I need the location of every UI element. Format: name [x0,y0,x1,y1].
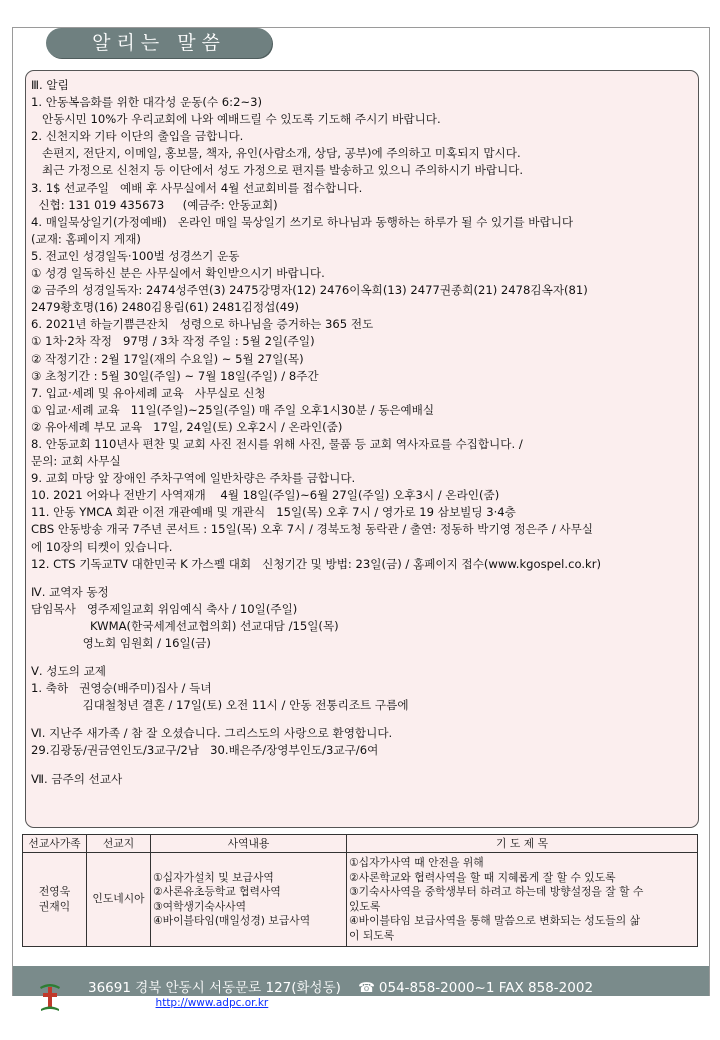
section-heading-staff: Ⅳ. 교역자 동정 [31,584,109,599]
missionary-table [22,834,698,947]
prayer-item: 이 되도록 [349,928,395,942]
notice-line: 5. 전교인 성경일독·100벌 성경쓰기 운동 [31,248,240,263]
homepage-link[interactable]: http://www.adpc.or.kr [155,997,269,1009]
notice-line: (교재: 홈페이지 게재) [31,231,141,246]
table-row [23,853,698,947]
notice-line: ① 입교·세례 교육 11일(주일)~25일(주일) 매 주일 오후1시30분 / 동은예배실 [31,402,435,417]
section-heading-fellowship: Ⅴ. 성도의 교제 [31,664,106,679]
work-item: ①십자가설치 및 보급사역 [153,870,274,884]
prayer-item: ④바이블타임 보급사역을 통해 말씀으로 변화되는 성도들의 삶 [349,914,641,927]
notice-box [25,70,699,828]
prayer-item: 있도록 [349,899,381,913]
footer-contact [88,976,593,996]
notice-line: Ⅲ. 알림 [31,78,69,92]
notice-line: 3. 1$ 선교주일 예배 후 사무실에서 4월 선교회비를 접수합니다. [31,180,363,195]
notice-line: 10. 2021 어와나 전반기 사역재개 4월 18일(주일)~6월 27일(주일) 오후3시 / 온라인(줌) [31,488,500,503]
section-heading-missionary: Ⅶ. 금주의 선교사 [31,771,123,786]
staff-line: 영노회 임원회 / 16일(금) [31,636,211,650]
fellowship-line: 1. 축하 권영승(배주미)집사 / 득녀 [31,681,212,696]
cell-family [23,853,87,947]
fellowship-line: 김대철청년 결혼 / 17일(토) 오전 11시 / 안동 전통리조트 구름에 [31,698,409,713]
notice-line: 손편지, 전단지, 이메일, 홍보물, 책자, 유인(사람소개, 상담, 공부)에 주의하고 미혹되지 맙시다. [31,146,521,161]
notice-line: 신협: 131 019 435673 (예금주: 안동교회) [31,197,278,212]
work-item: ③여학생기숙사사역 [153,899,247,913]
work-item: ④바이블타임(매일성경) 보급사역 [153,914,311,927]
homepage-label: 홈페이지 주소 [88,997,153,1009]
new-family-line: 29.김광동/권금연인도/3교구/2남 30.배은주/장영부인도/3교구/6여 [31,743,379,758]
footer-address: 36691 경북 안동시 서동문로 127(화성동) [88,980,341,996]
notice-line: ② 유아세례 부모 교육 17일, 24일(토) 오후2시 / 온라인(줌) [31,419,343,434]
notice-line: 안동시민 10%가 우리교회에 나와 예배드릴 수 있도록 기도해 주시기 바랍니다. [31,112,441,127]
notice-line: 7. 입교·세례 및 유아세례 교육 사무실로 신청 [31,385,266,400]
notice-line: 9. 교회 마당 앞 장애인 주차구역에 일반차량은 주차를 금합니다. [31,471,356,486]
notice-line: 최근 가정으로 신천지 등 이단에서 성도 가정으로 편지를 발송하고 있으니 주의하시기 바랍니다. [31,163,524,178]
notice-line: 에 10장의 티켓이 있습니다. [31,539,173,554]
cell-prayer [347,853,698,947]
notice-line: ① 성경 일독하신 분은 사무실에서 확인받으시기 바랍니다. [31,266,325,281]
header-work: 사역내용 [151,835,347,853]
church-logo-icon [37,983,63,1013]
notice-line: 4. 매일묵상일기(가정예배) 온라인 매일 묵상일기 쓰기로 하나님과 동행하는 하루가 될 수 있기를 바랍니다 [31,214,574,229]
notice-line: 8. 안동교회 110년사 편찬 및 교회 사진 전시를 위해 사진, 물품 등 교회 역사자료를 수집합니다. / [31,436,523,451]
notice-line: 2479황호명(16) 2480김용림(61) 2481김정섭(49) [31,300,300,315]
notice-line: 12. CTS 기독교TV 대한민국 K 가스펠 대회 신청기간 및 방법: 23일(금) / 홈페이지 접수(www.kgospel.co.kr) [31,556,602,571]
header-prayer: 기 도 제 목 [347,835,698,853]
table-header-row [23,835,698,853]
notice-line: 11. 안동 YMCA 회관 이전 개관예배 및 개관식 15일(목) 오후 7시 / 영가로 19 삼보빌딩 3·4층 [31,505,516,520]
notice-line: ② 작정기간 : 2월 17일(재의 수요일) ~ 5월 27일(목) [31,351,304,366]
staff-line: 담임목사 영주제일교회 위임예식 축사 / 10일(주일) [31,601,298,616]
prayer-item: ②사론학교와 협력사역을 할 때 지혜롭게 잘 할 수 있도록 [349,870,616,884]
staff-line: KWMA(한국세계선교협의회) 선교대담 /15일(목) [31,618,339,633]
notice-line: 문의: 교회 사무실 [31,454,121,469]
notice-line: ① 1차·2차 작정 97명 / 3차 작정 주일 : 5월 2일(주일) [31,334,315,349]
cell-work [151,853,347,947]
blog-link[interactable]: 블로그 blog.daum.net/adpc2000 [291,997,458,1009]
family-name: 전영욱 [38,885,71,898]
prayer-item: ③기숙사사역을 중학생부터 하려고 하는데 방향설정을 잘 할 수 [349,885,644,898]
footer-links [88,995,458,1010]
notice-line: ③ 초청기간 : 5월 30일(주일) ~ 7월 18일(주일) / 8주간 [31,368,319,383]
telephone-icon: ☎ [358,980,375,996]
header-field: 선교지 [87,835,151,853]
notice-line: 2. 신천지와 기타 이단의 출입을 금합니다. [31,129,244,144]
notice-line: ② 금주의 성경일독자: 2474성주연(3) 2475강명자(12) 2476이옥희(13) 2477권종희(21) 2478김옥자(81) [31,283,588,298]
section-heading-new-family: Ⅵ. 지난주 새가족 / 참 잘 오셨습니다. 그리스도의 사랑으로 환영합니다. [31,726,393,741]
missionary-table-wrap [22,834,697,947]
page-title: 알리는 말씀 [46,28,272,58]
notice-line: 1. 안동복음화를 위한 대각성 운동(수 6:2~3) [31,95,263,110]
cell-field: 인도네시아 [87,853,151,947]
family-name: 권재익 [38,899,71,913]
prayer-item: ①십자가사역 때 안전을 위해 [349,856,484,869]
notice-line: 6. 2021년 하늘기쁨큰잔치 성령으로 하나님을 증거하는 365 전도 [31,317,374,332]
footer-phone: 054-858-2000~1 FAX 858-2002 [378,980,594,996]
notice-line: CBS 안동방송 개국 7주년 콘서트 : 15일(목) 오후 7시 / 경북도청 동락관 / 출연: 정동하 박기영 정은주 / 사무실 [31,522,594,537]
header-family: 선교사가족 [23,835,87,853]
work-item: ②사론유초등학교 협력사역 [153,885,281,898]
